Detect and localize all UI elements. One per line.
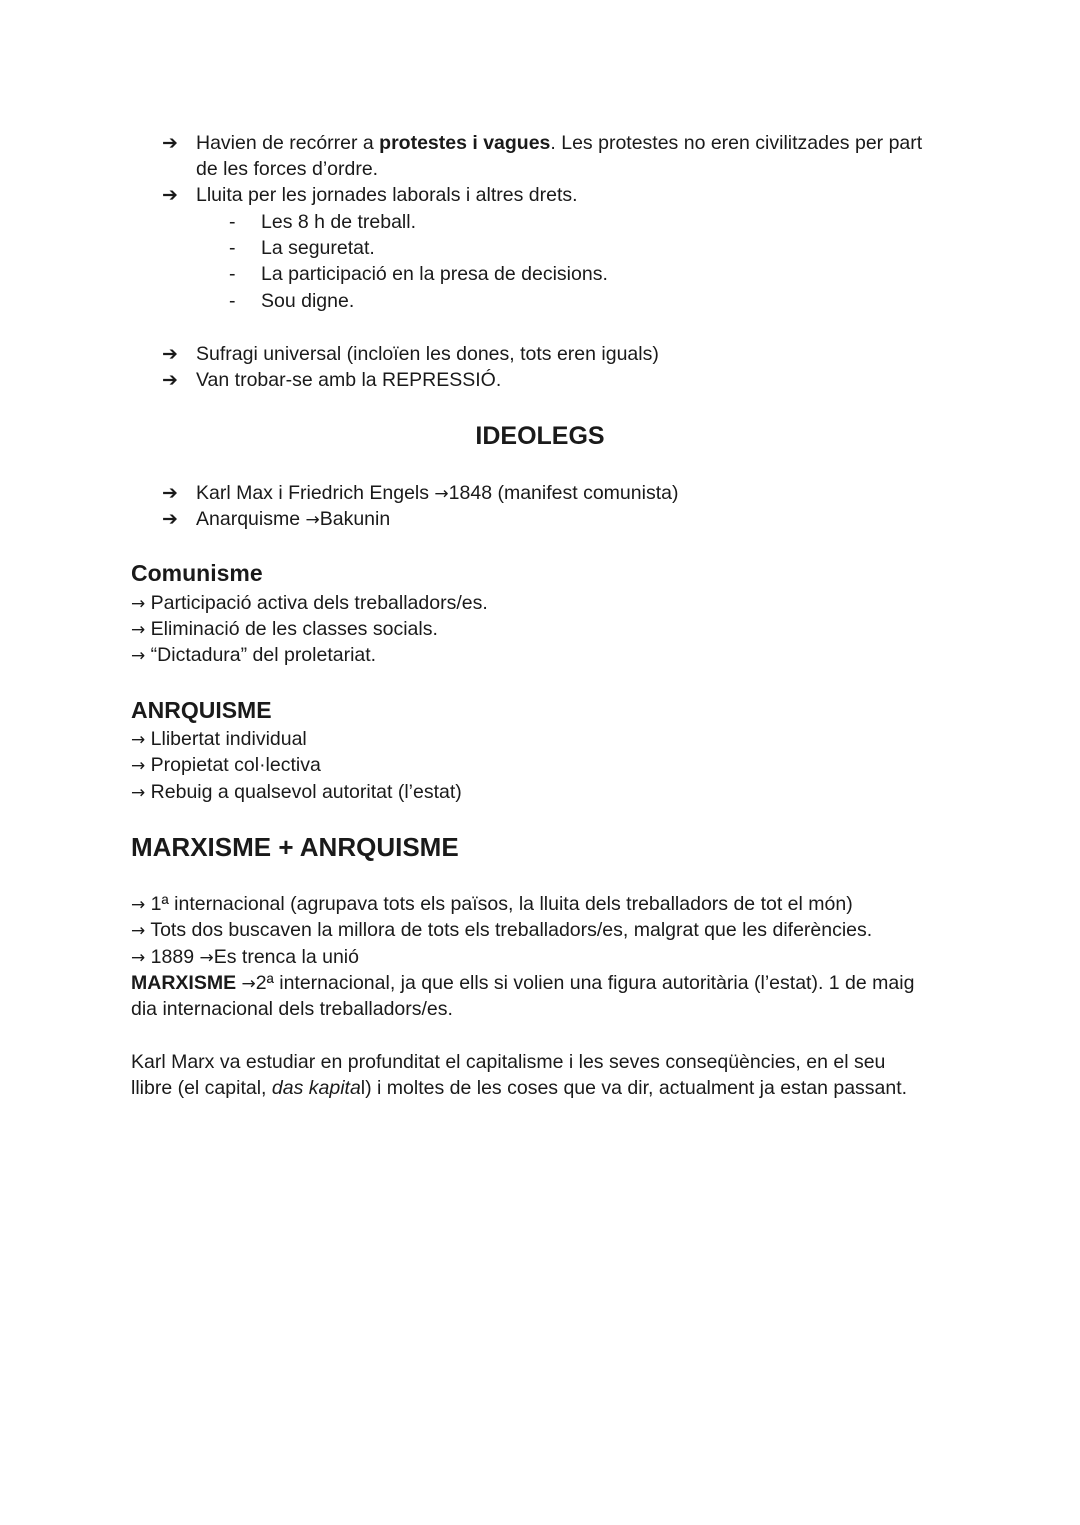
final-paragraph-line: llibre (el capital, das kapital) i moltes de les coses que va dir, actualment ja estan passant. [131,1077,908,1099]
bullet-sufragi: Sufragi universal (incloïen les dones, tots eren iguals) [196,343,659,365]
ideolegs-heading: IDEOLEGS [475,422,605,450]
ideolegs-item-marx: Karl Max i Friedrich Engels →1848 (manifest comunista) [196,482,679,504]
marxisme-line-cont: dia internacional dels treballadors/es. [131,998,453,1020]
marx-anar-line: → 1ª internacional (agrupava tots els països, la lluita dels treballadors de tot el món) [131,893,853,915]
marxisme-anarquisme-heading: MARXISME + ANRQUISME [131,832,459,862]
sub-item: Les 8 h de treball. [261,211,417,233]
arrow-bullet-icon: ➔ [162,369,178,391]
final-paragraph-line: Karl Marx va estudiar en profunditat el capitalisme i les seves conseqüències, en el seu [131,1051,886,1073]
anarquisme-heading: ANRQUISME [131,697,272,723]
ideolegs-item-anarquisme: Anarquisme →Bakunin [196,508,391,530]
comunisme-item: → “Dictadura” del proletariat. [131,644,377,666]
bullet-repressio: Van trobar-se amb la REPRESSIÓ. [196,369,502,391]
comunisme-item: → Participació activa dels treballadors/es. [131,592,488,614]
arrow-bullet-icon: ➔ [162,132,178,154]
arrow-bullet-icon: ➔ [162,508,178,530]
bullet-protestes-cont: de les forces d’ordre. [196,158,379,180]
dash-bullet: - [229,211,236,233]
marx-anar-line: → Tots dos buscaven la millora de tots els treballadors/es, malgrat que les diferències. [131,919,873,941]
marx-anar-line: → 1889 →Es trenca la unió [131,946,359,968]
comunisme-heading: Comunisme [131,560,263,586]
bullet-protestes: Havien de recórrer a protestes i vagues. Les protestes no eren civilitzades per part [196,132,923,154]
sub-item: Sou digne. [261,290,355,312]
dash-bullet: - [229,237,236,259]
marxisme-line: MARXISME →2ª internacional, ja que ells si volien una figura autoritària (l’estat). 1 de maig [131,972,915,994]
comunisme-item: → Eliminació de les classes socials. [131,618,438,640]
dash-bullet: - [229,263,236,285]
anarquisme-item: → Llibertat individual [131,728,307,750]
arrow-bullet-icon: ➔ [162,482,178,504]
bullet-lluita: Lluita per les jornades laborals i altres drets. [196,184,578,206]
sub-item: La seguretat. [261,237,375,259]
arrow-bullet-icon: ➔ [162,343,178,365]
sub-item: La participació en la presa de decisions. [261,263,608,285]
anarquisme-item: → Rebuig a qualsevol autoritat (l’estat) [131,781,462,803]
arrow-bullet-icon: ➔ [162,184,178,206]
dash-bullet: - [229,290,236,312]
anarquisme-item: → Propietat col·lectiva [131,754,321,776]
